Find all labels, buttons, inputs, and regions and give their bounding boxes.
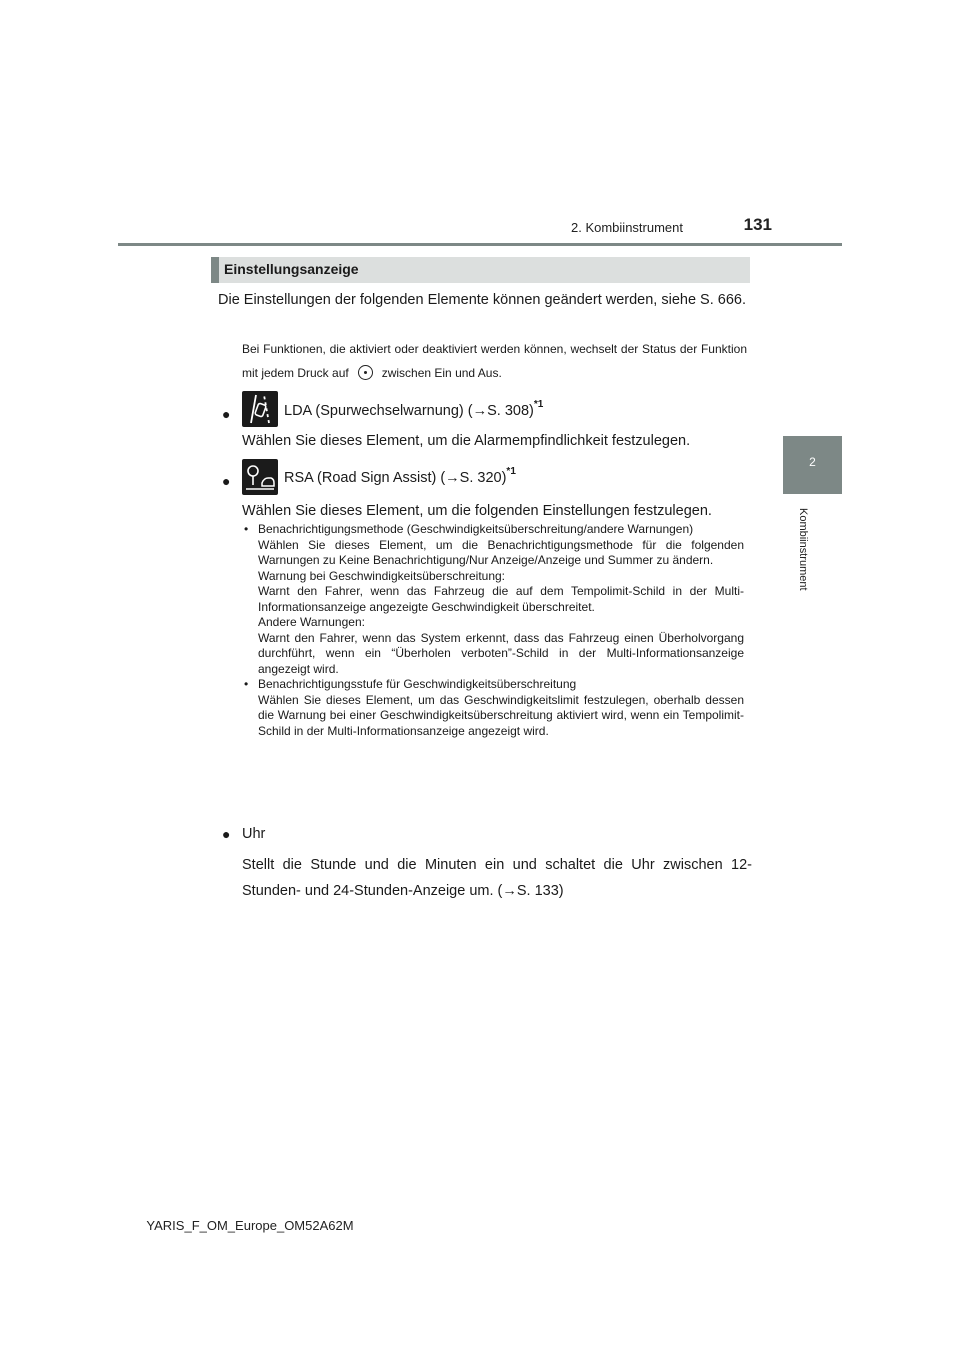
bullet-icon: ● <box>222 826 231 842</box>
sub-item-speed-level <box>244 677 744 739</box>
item-rsa-description: Wählen Sie dieses Element, um die folgenden Einstellungen festzulegen. <box>242 503 712 519</box>
sub-item-text: Warnt den Fahrer, wenn das Fahrzeug die auf dem Tempolimit-Schild in der Multi-Informationsanzeige angezeigte Geschwindigkeit überschreitet. <box>258 584 744 614</box>
item-rsa-title-text: RSA (Road Sign Assist) (→S. 320) <box>284 469 507 486</box>
item-rsa-footnote: *1 <box>506 466 516 477</box>
item-lda-title <box>284 401 543 419</box>
sub-item-notification-method <box>244 522 744 677</box>
sub-item-heading: • Benachrichtigungsstufe für Geschwindigkeitsüberschreitung <box>258 677 577 691</box>
section-heading-accent <box>211 257 219 283</box>
item-lda-description: Wählen Sie dieses Element, um die Alarmempfindlichkeit festzulegen. <box>242 433 691 449</box>
chapter-tab-number: 2 <box>809 455 816 469</box>
intro-paragraph: Die Einstellungen der folgenden Elemente können geändert werden, siehe S. 666. <box>218 292 747 308</box>
document-footer-code: YARIS_F_OM_Europe_OM52A62M <box>146 1218 354 1233</box>
chapter-side-label-wrapper <box>797 508 817 608</box>
note-text-after: zwischen Ein und Aus. <box>381 366 502 380</box>
sub-item-text: Warnung bei Geschwindigkeitsüberschreitung: <box>258 568 506 583</box>
sub-item-text: Wählen Sie dieses Element, um die Benachrichtigungsmethode für die folgenden Warnungen zu Keine Benachrichtigung/Nur Anzeige/Anzeige und Summer zu ändern. <box>258 537 744 567</box>
bullet-icon: ● <box>222 473 231 489</box>
lane-departure-icon <box>242 391 278 427</box>
road-sign-assist-icon <box>242 459 278 495</box>
sub-item-text: Warnt den Fahrer, wenn das System erkennt, dass das Fahrzeug einen Überholvorgang durchführt, wenn ein “Überholen verboten”-Schild in der Multi-Informationsanzeige angezeigt wird. <box>258 630 744 676</box>
item-clock-title: Uhr <box>242 826 266 842</box>
note-text-before: Bei Funktionen, die aktiviert oder deaktiviert werden können, wechselt der Status der Funktion mit jedem Druck auf <box>242 342 747 380</box>
sub-item-text: Andere Warnungen: <box>258 615 365 629</box>
sub-item-heading: • Benachrichtigungsmethode (Geschwindigkeitsüberschreitung/andere Warnungen) <box>258 522 694 536</box>
note-paragraph <box>242 337 747 385</box>
page-number: 131 <box>743 215 772 234</box>
header-divider <box>118 243 842 246</box>
header-section-title: 2. Kombiinstrument <box>571 220 683 235</box>
sub-item-text: Wählen Sie dieses Element, um das Geschwindigkeitslimit festzulegen, oberhalb dessen die Warnung bei einer Geschwindigkeitsüberschreitung aktiviert wird, wenn ein Tempolimit-Schild in der Multi-Informationsanzeige angezeigt wird. <box>258 692 744 738</box>
item-rsa-title <box>284 468 516 486</box>
item-clock-description: Stellt die Stunde und die Minuten ein und schaltet die Uhr zwischen 12-Stunden- und 24-Stunden-Anzeige um. (→S. 133) <box>242 857 752 899</box>
bullet-icon: ● <box>222 406 231 422</box>
section-heading: Einstellungsanzeige <box>224 261 359 277</box>
select-button-icon <box>358 365 373 380</box>
item-lda-footnote: *1 <box>533 399 544 410</box>
item-lda-title-text: LDA (Spurwechselwarnung) (→S. 308) <box>284 402 534 419</box>
item-rsa-sub-list <box>244 522 744 739</box>
chapter-side-label: Kombiinstrument <box>797 508 809 591</box>
